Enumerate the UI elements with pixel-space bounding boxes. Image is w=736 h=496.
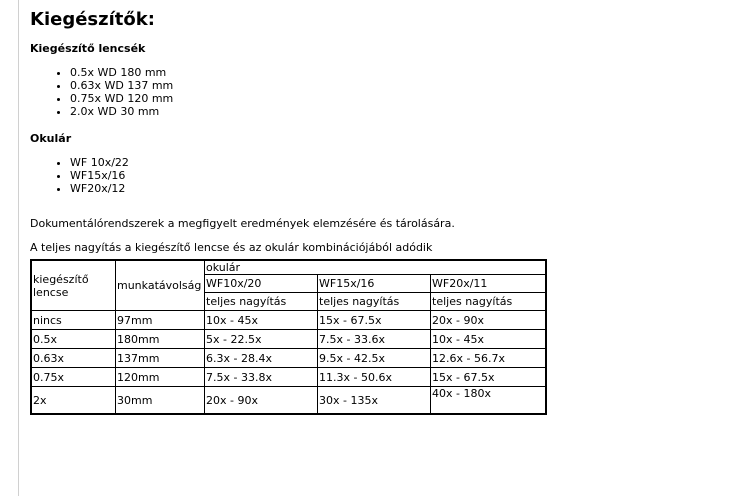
total-magnification-label-3: teljes nagyítás [431, 293, 545, 311]
magnification-table [30, 259, 547, 415]
magnification-cell: 6.3x - 28.4x [205, 349, 318, 368]
page-title: Kiegészítők: [30, 9, 155, 30]
lens-header-text: kiegészítő lencse [33, 272, 89, 299]
list-item: • 2.0x WD 30 mm [70, 105, 730, 118]
left-border-rule [18, 0, 19, 496]
ocular-header-3: WF20x/11 [431, 275, 545, 293]
list-item: • 0.63x WD 137 mm [70, 79, 730, 92]
magnification-cell: 30x - 135x [318, 387, 431, 413]
lens-cell: nincs [32, 311, 116, 330]
magnification-cell: 5x - 22.5x [205, 330, 318, 349]
distance-column-header: munkatávolság [116, 261, 205, 311]
combination-paragraph: A teljes nagyítás a kiegészítő lencse és az okulár kombinációjából adódik [30, 241, 433, 254]
lens-column-header [32, 261, 116, 311]
magnification-cell: 20x - 90x [205, 387, 318, 413]
table-row [32, 330, 545, 349]
total-magnification-label-1: teljes nagyítás [205, 293, 318, 311]
magnification-cell: 20x - 90x [431, 311, 545, 330]
list-item: • WF 10x/22 [70, 156, 730, 169]
magnification-cell: 7.5x - 33.6x [318, 330, 431, 349]
lens-cell: 2x [32, 387, 116, 413]
distance-cell: 30mm [116, 387, 205, 413]
list-item: • 0.75x WD 120 mm [70, 92, 730, 105]
magnification-cell: 10x - 45x [431, 330, 545, 349]
ocular-header-2: WF15x/16 [318, 275, 431, 293]
magnification-cell: 15x - 67.5x [318, 311, 431, 330]
distance-cell: 137mm [116, 349, 205, 368]
table-row [32, 311, 545, 330]
magnification-cell: 40x - 180x [432, 387, 491, 400]
lenses-list [30, 66, 730, 118]
documentation-paragraph: Dokumentálórendszerek a megfigyelt eredmények elemzésére és tárolására. [30, 217, 455, 230]
list-item: • WF20x/12 [70, 182, 730, 195]
magnification-cell: 11.3x - 50.6x [318, 368, 431, 387]
ocular-group-header: okulár [205, 261, 545, 275]
magnification-cell: 10x - 45x [205, 311, 318, 330]
magnification-cell: 9.5x - 42.5x [318, 349, 431, 368]
total-magnification-label-2: teljes nagyítás [318, 293, 431, 311]
lens-cell: 0.75x [32, 368, 116, 387]
table-row [32, 368, 545, 387]
lenses-heading: Kiegészítő lencsék [30, 42, 146, 55]
magnification-cell: 7.5x - 33.8x [205, 368, 318, 387]
ocular-list [30, 156, 730, 195]
table-row [32, 349, 545, 368]
distance-cell: 180mm [116, 330, 205, 349]
list-item: • WF15x/16 [70, 169, 730, 182]
lens-cell: 0.63x [32, 349, 116, 368]
page-content [30, 8, 730, 415]
ocular-heading: Okulár [30, 132, 72, 145]
magnification-cell: 12.6x - 56.7x [431, 349, 545, 368]
ocular-header-1: WF10x/20 [205, 275, 318, 293]
table-row [32, 387, 545, 413]
lens-cell: 0.5x [32, 330, 116, 349]
distance-cell: 97mm [116, 311, 205, 330]
list-item: • 0.5x WD 180 mm [70, 66, 730, 79]
magnification-cell: 15x - 67.5x [431, 368, 545, 387]
distance-cell: 120mm [116, 368, 205, 387]
